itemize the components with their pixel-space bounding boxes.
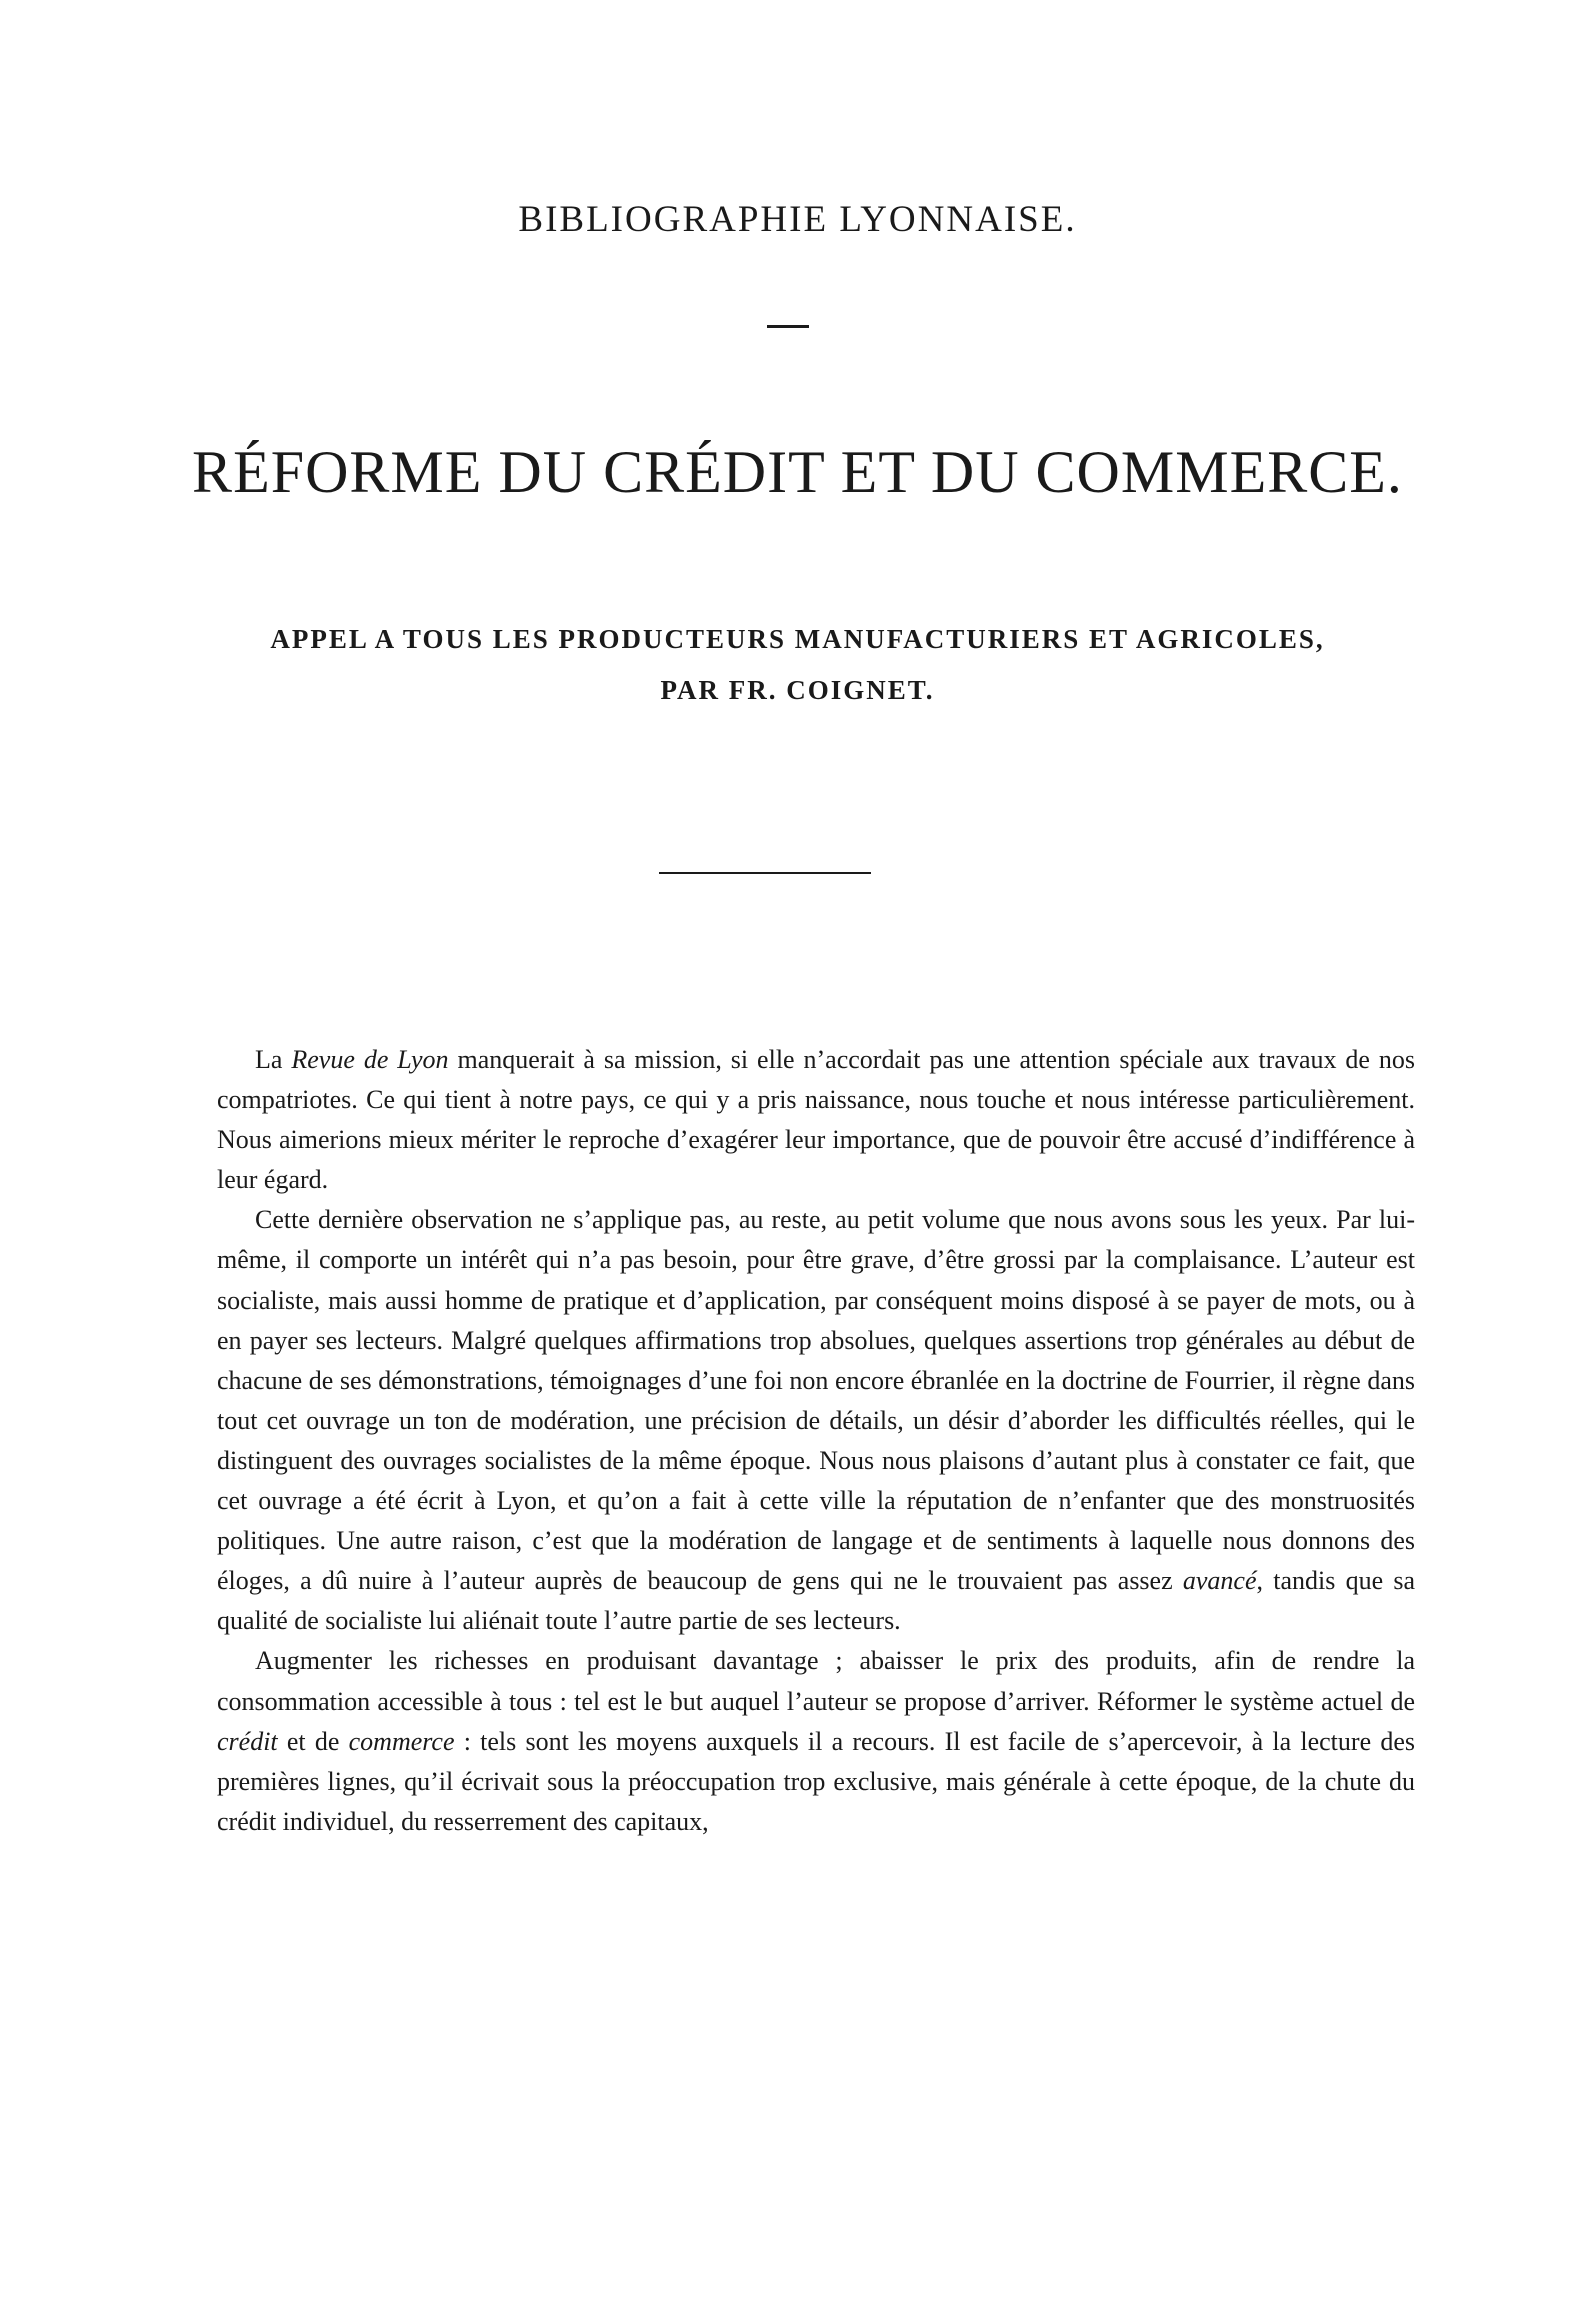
article-title: RÉFORME DU CRÉDIT ET DU COMMERCE. bbox=[192, 439, 1403, 505]
paragraph-1-text-b: manquerait à sa mission, si elle n’accordait pas une attention spéciale aux travaux de nos compatriotes. Ce qui tient à notre pays, ce qui y a pris naissance, nous touche et nous intéresse particulièrement. Nous aimerions mieux mériter le reproche d’exagérer leur importance, que de pouvoir être accusé d’indifférence à leur égard. bbox=[217, 1045, 1416, 1195]
credit-italic: crédit bbox=[217, 1726, 278, 1756]
paragraph-2-text-b: , tandis que sa qualité de socialiste lui aliénait toute l’autre partie de ses lecteurs. bbox=[217, 1566, 1415, 1636]
paragraph-3 bbox=[217, 1641, 1415, 1841]
avance-italic: avancé bbox=[1182, 1566, 1257, 1596]
running-head: BIBLIOGRAPHIE LYONNAISE. bbox=[518, 199, 1077, 240]
paragraph-1-text-a: La bbox=[255, 1045, 292, 1074]
paragraph-1 bbox=[217, 1040, 1415, 1200]
journal-title-italic: Revue de Lyon bbox=[291, 1045, 449, 1074]
paragraph-3-text-a: Augmenter les richesses en produisant davantage ; abaisser le prix des produits, afin de rendre la consommation accessible à tous : tel est le but auquel l’auteur se propose d’arriver. Réformer le système actuel de bbox=[217, 1646, 1415, 1716]
article-subtitle-line-2: PAR FR. COIGNET. bbox=[660, 675, 935, 705]
paragraph-3-text-b: et de bbox=[277, 1726, 349, 1756]
paragraph-3-text-c: : tels sont les moyens auxquels il a recours. Il est facile de s’apercevoir, à la lecture des premières lignes, qu’il écrivait sous la préoccupation trop exclusive, mais générale à cette époque, de la chute du crédit individuel, du resserrement des capitaux, bbox=[217, 1726, 1415, 1836]
body-text bbox=[217, 1040, 1415, 1842]
commerce-italic: commerce bbox=[348, 1726, 455, 1756]
paragraph-2-text-a: Cette dernière observation ne s’applique pas, au reste, au petit volume que nous avons sous les yeux. Par lui-même, il comporte un intérêt qui n’a pas besoin, pour être grave, d’être grossi par la complaisance. L’auteur est socialiste, mais aussi homme de pratique et d’application, par conséquent moins disposé à se payer de mots, ou à en payer ses lecteurs. Malgré quelques affirmations trop absolues, quelques assertions trop générales au début de chacune de ses démonstrations, témoignages d’une foi non encore ébranlée en la doctrine de Fourrier, il règne dans tout cet ouvrage un ton de modération, une précision de détails, un désir d’aborder les difficultés réelles, qui le distinguent des ouvrages socialistes de la même époque. Nous nous plaisons d’autant plus à constater ce fait, que cet ouvrage a été écrit à Lyon, et qu’on a fait à cette ville la réputation de n’enfanter que des monstruosités politiques. Une autre raison, c’est que la modération de langage et de sentiments à laquelle nous donnons des éloges, a dû nuire à l’auteur auprès de beaucoup de gens qui ne le trouvaient pas assez bbox=[217, 1205, 1415, 1596]
short-rule-divider bbox=[767, 325, 809, 328]
long-rule-divider bbox=[659, 872, 871, 874]
paragraph-2 bbox=[217, 1200, 1415, 1641]
article-subtitle-line-1: APPEL A TOUS LES PRODUCTEURS MANUFACTURIERS ET AGRICOLES, bbox=[270, 624, 1325, 654]
